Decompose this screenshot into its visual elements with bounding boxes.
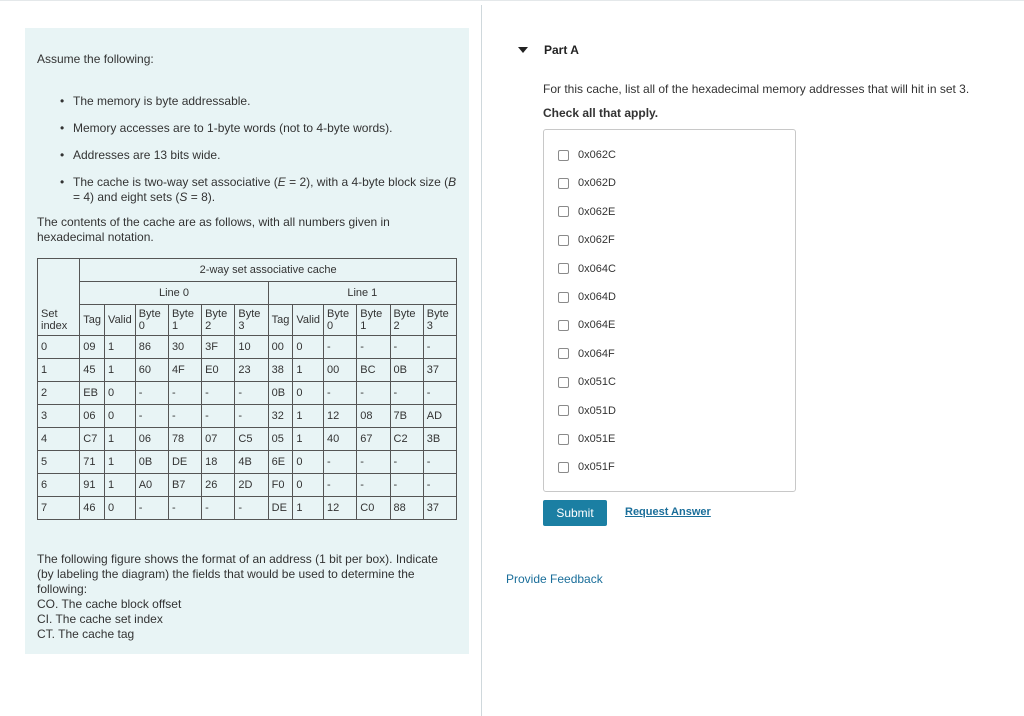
option-0x064c[interactable] bbox=[558, 263, 616, 275]
table-row bbox=[38, 336, 457, 359]
column-header: Tag bbox=[80, 305, 105, 336]
table-row bbox=[38, 474, 457, 497]
assumption-list bbox=[61, 94, 457, 205]
caret-down-icon[interactable] bbox=[518, 47, 528, 53]
table-cell: 00 bbox=[268, 336, 293, 359]
table-cell: 37 bbox=[423, 497, 456, 520]
table-cell: 09 bbox=[80, 336, 105, 359]
table-cell: 06 bbox=[80, 405, 105, 428]
table-cell: 1 bbox=[105, 451, 136, 474]
table-cell: C0 bbox=[357, 497, 390, 520]
table-cell: 1 bbox=[293, 405, 324, 428]
option-label: 0x064D bbox=[578, 291, 616, 303]
figure-text: CO. The cache block offset bbox=[37, 597, 182, 611]
option-0x062f[interactable] bbox=[558, 234, 615, 246]
table-row bbox=[38, 428, 457, 451]
table-cell: - bbox=[235, 497, 268, 520]
list-item: • The memory is byte addressable. bbox=[61, 94, 457, 109]
checkbox[interactable] bbox=[558, 178, 569, 189]
table-cell: 38 bbox=[268, 359, 293, 382]
option-label: 0x051E bbox=[578, 433, 616, 445]
table-cell: - bbox=[324, 336, 357, 359]
table-cell: 78 bbox=[168, 428, 201, 451]
figure-instructions bbox=[37, 552, 457, 642]
table-cell: 05 bbox=[268, 428, 293, 451]
options-box bbox=[543, 129, 796, 492]
table-corner bbox=[38, 259, 80, 282]
table-cell: 6E bbox=[268, 451, 293, 474]
option-0x064e[interactable] bbox=[558, 319, 615, 331]
table-cell: 0 bbox=[105, 497, 136, 520]
option-label: 0x062D bbox=[578, 177, 616, 190]
column-header: Byte 0 bbox=[324, 305, 357, 336]
table-cell: 60 bbox=[135, 359, 168, 382]
problem-panel bbox=[25, 28, 469, 654]
table-cell: - bbox=[324, 474, 357, 497]
table-cell: 1 bbox=[105, 359, 136, 382]
option-label: 0x051C bbox=[578, 376, 616, 389]
option-label: 0x064C bbox=[578, 262, 616, 275]
table-row bbox=[38, 451, 457, 474]
table-cell: - bbox=[324, 451, 357, 474]
column-header: Byte 1 bbox=[168, 305, 201, 336]
checkbox[interactable] bbox=[558, 348, 569, 359]
checkbox[interactable] bbox=[558, 263, 569, 274]
table-cell: 2 bbox=[38, 382, 80, 405]
checkbox[interactable] bbox=[558, 320, 569, 331]
table-cell: 00 bbox=[324, 359, 357, 382]
column-header: Tag bbox=[268, 305, 293, 336]
checkbox[interactable] bbox=[558, 405, 569, 416]
table-cell: 6 bbox=[38, 474, 80, 497]
table-cell: 0 bbox=[293, 382, 324, 405]
table-cell: 46 bbox=[80, 497, 105, 520]
table-cell: 06 bbox=[135, 428, 168, 451]
table-cell: 07 bbox=[202, 428, 235, 451]
table-cell: 4 bbox=[38, 428, 80, 451]
column-header: Byte 3 bbox=[423, 305, 456, 336]
table-cell: DE bbox=[268, 497, 293, 520]
table-cell: - bbox=[390, 451, 423, 474]
table-cell: - bbox=[135, 405, 168, 428]
table-row bbox=[38, 497, 457, 520]
table-cell: 45 bbox=[80, 359, 105, 382]
column-header: Byte 1 bbox=[357, 305, 390, 336]
table-cell: 0B bbox=[268, 382, 293, 405]
table-cell: 1 bbox=[293, 497, 324, 520]
table-cell: - bbox=[423, 474, 456, 497]
table-cell: E0 bbox=[202, 359, 235, 382]
assume-text: Assume the following: bbox=[37, 52, 154, 66]
table-cell: - bbox=[235, 405, 268, 428]
table-cell: 0B bbox=[390, 359, 423, 382]
table-cell: - bbox=[357, 336, 390, 359]
column-divider bbox=[481, 5, 482, 716]
table-title: 2-way set associative cache bbox=[80, 259, 457, 282]
table-cell: - bbox=[390, 382, 423, 405]
table-cell: DE bbox=[168, 451, 201, 474]
table-cell: - bbox=[357, 474, 390, 497]
table-cell: 1 bbox=[293, 359, 324, 382]
table-cell: 0 bbox=[105, 405, 136, 428]
checkbox[interactable] bbox=[558, 292, 569, 303]
table-cell: - bbox=[423, 451, 456, 474]
table-cell: 23 bbox=[235, 359, 268, 382]
set-index-header: Set index bbox=[38, 305, 80, 336]
table-cell: 1 bbox=[293, 428, 324, 451]
table-cell: 3F bbox=[202, 336, 235, 359]
table-cell: 0 bbox=[293, 451, 324, 474]
option-0x051c[interactable] bbox=[558, 376, 616, 388]
table-cell: - bbox=[357, 382, 390, 405]
table-cell: 88 bbox=[390, 497, 423, 520]
column-header: Byte 0 bbox=[135, 305, 168, 336]
table-cell: 7B bbox=[390, 405, 423, 428]
table-cell: C5 bbox=[235, 428, 268, 451]
table-cell: 1 bbox=[105, 474, 136, 497]
table-cell: 0 bbox=[293, 474, 324, 497]
contents-text: The contents of the cache are as follows, with all numbers given in hexadecimal notation. bbox=[37, 215, 390, 244]
table-cell: 3 bbox=[38, 405, 80, 428]
table-cell: 18 bbox=[202, 451, 235, 474]
table-cell: 86 bbox=[135, 336, 168, 359]
table-cell: 30 bbox=[168, 336, 201, 359]
table-cell: - bbox=[202, 382, 235, 405]
table-cell: 0 bbox=[293, 336, 324, 359]
instruction-text: Check all that apply. bbox=[543, 106, 659, 120]
table-cell: - bbox=[135, 497, 168, 520]
table-cell: 1 bbox=[105, 428, 136, 451]
cache-table bbox=[37, 258, 457, 520]
figure-text: The following figure shows the format of an address (1 bit per box). Indicate (by labeling the diagram) the fields that would be used to determine the following: bbox=[37, 552, 438, 596]
table-cell: - bbox=[390, 474, 423, 497]
table-cell: - bbox=[202, 405, 235, 428]
checkbox[interactable] bbox=[558, 206, 569, 217]
top-rule bbox=[0, 0, 1024, 1]
option-label: 0x064E bbox=[578, 319, 616, 332]
checkbox[interactable] bbox=[558, 235, 569, 246]
table-row bbox=[38, 359, 457, 382]
option-0x062d[interactable] bbox=[558, 177, 616, 189]
table-cell: 26 bbox=[202, 474, 235, 497]
table-cell: A0 bbox=[135, 474, 168, 497]
table-row bbox=[38, 382, 457, 405]
table-cell: F0 bbox=[268, 474, 293, 497]
table-cell: - bbox=[135, 382, 168, 405]
table-cell: - bbox=[168, 497, 201, 520]
table-cell: 10 bbox=[235, 336, 268, 359]
table-cell: - bbox=[423, 336, 456, 359]
option-label: 0x062F bbox=[578, 234, 615, 247]
figure-text: CT. The cache tag bbox=[37, 627, 135, 641]
table-cell: - bbox=[423, 382, 456, 405]
question-text: For this cache, list all of the hexadecimal memory addresses that will hit in set 3. bbox=[543, 82, 970, 96]
column-header: Byte 2 bbox=[390, 305, 423, 336]
option-0x062e[interactable] bbox=[558, 206, 615, 218]
figure-text: CI. The cache set index bbox=[37, 612, 163, 626]
table-cell: 0 bbox=[38, 336, 80, 359]
table-cell: 12 bbox=[324, 497, 357, 520]
table-cell: - bbox=[168, 382, 201, 405]
table-cell: 67 bbox=[357, 428, 390, 451]
table-cell: - bbox=[168, 405, 201, 428]
submit-button[interactable]: Submit bbox=[543, 500, 607, 526]
table-cell: - bbox=[235, 382, 268, 405]
table-corner bbox=[38, 282, 80, 305]
table-cell: 71 bbox=[80, 451, 105, 474]
table-cell: - bbox=[324, 382, 357, 405]
table-cell: 4B bbox=[235, 451, 268, 474]
table-cell: 40 bbox=[324, 428, 357, 451]
request-answer-link[interactable]: Request Answer bbox=[625, 506, 711, 518]
table-cell: 91 bbox=[80, 474, 105, 497]
table-cell: 2D bbox=[235, 474, 268, 497]
table-cell: 5 bbox=[38, 451, 80, 474]
option-label: 0x051D bbox=[578, 404, 616, 417]
list-item: • Addresses are 13 bits wide. bbox=[61, 148, 457, 163]
table-cell: C7 bbox=[80, 428, 105, 451]
checkbox[interactable] bbox=[558, 434, 569, 445]
option-label: 0x062C bbox=[578, 149, 616, 161]
line1-header: Line 1 bbox=[268, 282, 456, 305]
option-0x064d[interactable] bbox=[558, 291, 616, 303]
table-cell: 32 bbox=[268, 405, 293, 428]
table-cell: B7 bbox=[168, 474, 201, 497]
table-cell: 1 bbox=[105, 336, 136, 359]
provide-feedback-link[interactable]: Provide Feedback bbox=[506, 572, 603, 586]
table-cell: 4F bbox=[168, 359, 201, 382]
table-cell: EB bbox=[80, 382, 105, 405]
list-item: • Memory accesses are to 1-byte words (not to 4-byte words). bbox=[61, 121, 457, 136]
option-label: 0x062E bbox=[578, 205, 616, 218]
column-header: Valid bbox=[105, 305, 136, 336]
column-header: Valid bbox=[293, 305, 324, 336]
option-label: 0x051F bbox=[578, 461, 615, 474]
table-cell: 0B bbox=[135, 451, 168, 474]
line0-header: Line 0 bbox=[80, 282, 268, 305]
table-cell: - bbox=[202, 497, 235, 520]
table-cell: C2 bbox=[390, 428, 423, 451]
table-cell: 1 bbox=[38, 359, 80, 382]
checkbox[interactable] bbox=[558, 150, 569, 161]
table-cell: AD bbox=[423, 405, 456, 428]
column-header: Byte 3 bbox=[235, 305, 268, 336]
part-a-header[interactable] bbox=[518, 43, 579, 57]
option-0x051f[interactable] bbox=[558, 461, 615, 473]
option-label: 0x064F bbox=[578, 347, 615, 360]
checkbox[interactable] bbox=[558, 377, 569, 388]
checkbox[interactable] bbox=[558, 462, 569, 473]
option-0x062c[interactable] bbox=[558, 149, 616, 161]
list-item: • The cache is two-way set associative (E = 2), with a 4-byte block size (B = 4) and eight sets (S = 8). bbox=[61, 175, 457, 205]
column-header: Byte 2 bbox=[202, 305, 235, 336]
option-0x051e[interactable] bbox=[558, 433, 615, 445]
table-cell: 08 bbox=[357, 405, 390, 428]
table-cell: 37 bbox=[423, 359, 456, 382]
table-cell: 0 bbox=[105, 382, 136, 405]
table-cell: 12 bbox=[324, 405, 357, 428]
option-0x064f[interactable] bbox=[558, 348, 615, 360]
table-cell: - bbox=[357, 451, 390, 474]
table-row bbox=[38, 405, 457, 428]
table-cell: BC bbox=[357, 359, 390, 382]
table-cell: 7 bbox=[38, 497, 80, 520]
table-cell: 3B bbox=[423, 428, 456, 451]
table-cell: - bbox=[390, 336, 423, 359]
option-0x051d[interactable] bbox=[558, 405, 616, 417]
part-title: Part A bbox=[544, 43, 579, 57]
